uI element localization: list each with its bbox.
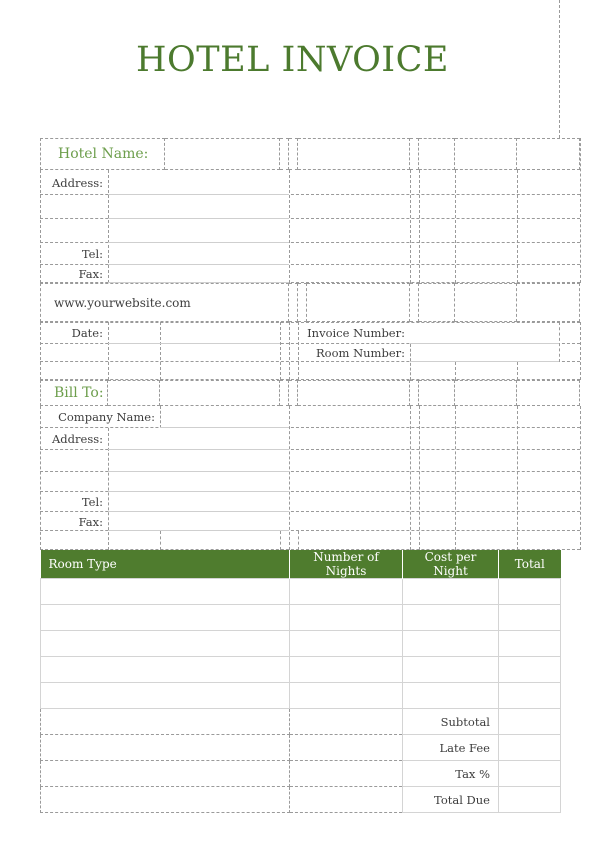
- billto-vline-c2: [280, 531, 281, 550]
- cell-room-type[interactable]: [41, 579, 290, 605]
- bill-to-g: [419, 380, 455, 406]
- bill-to-b: [160, 380, 280, 406]
- bill-to-c: [280, 380, 289, 406]
- cell-total[interactable]: [499, 631, 561, 657]
- meta-vline-c: [280, 322, 281, 380]
- billto-rule-7: [40, 531, 580, 550]
- tax-label: Tax %: [403, 761, 499, 787]
- cell-nights[interactable]: [290, 631, 403, 657]
- totals-row-subtotal[interactable]: [41, 709, 561, 735]
- bill-to-f: [410, 380, 419, 406]
- tax-value[interactable]: [499, 761, 561, 787]
- totals-row-late-fee[interactable]: [41, 735, 561, 761]
- hotel-vline-r2: [419, 170, 420, 283]
- website-spacer-b: [298, 283, 307, 322]
- hotel-vline-r1: [410, 170, 411, 283]
- website-right-b: [410, 283, 419, 322]
- cell-cost-per-night[interactable]: [403, 579, 499, 605]
- cell-cost-per-night[interactable]: [403, 631, 499, 657]
- bill-to-e: [298, 380, 410, 406]
- cell-cost-per-night[interactable]: [403, 605, 499, 631]
- totals-filler-mid-total-due: [290, 787, 403, 813]
- subtotal-label: Subtotal: [403, 709, 499, 735]
- bill-to-i: [517, 380, 580, 406]
- date-label: Date:: [71, 326, 103, 340]
- meta-vline-d: [289, 322, 290, 380]
- cell-total[interactable]: [499, 579, 561, 605]
- billto-tel-label: Tel:: [81, 495, 103, 509]
- room-number-label: Room Number:: [316, 346, 405, 360]
- billto-fax-label: Fax:: [78, 514, 103, 529]
- subtotal-value[interactable]: [499, 709, 561, 735]
- hotel-vline-right: [580, 138, 581, 283]
- hotel-right-a: [298, 138, 410, 170]
- cell-total[interactable]: [499, 683, 561, 709]
- hotel-address-field-2[interactable]: [108, 195, 289, 219]
- column-header-number-of-nights: Number of Nights: [290, 550, 403, 579]
- cell-nights[interactable]: [290, 605, 403, 631]
- meta-vline-i: [559, 322, 560, 362]
- billto-vline-e: [419, 406, 420, 550]
- totals-filler-mid-tax: [290, 761, 403, 787]
- totals-filler-mid-late-fee: [290, 735, 403, 761]
- website-right-e: [517, 283, 580, 322]
- table-row[interactable]: [41, 579, 561, 605]
- totals-filler-left-late-fee: [41, 735, 290, 761]
- hotel-vline-r3: [455, 170, 456, 283]
- totals-row-total-due[interactable]: [41, 787, 561, 813]
- hotel-right-b: [410, 138, 419, 170]
- items-header-row: [41, 550, 561, 579]
- total-due-label: Total Due: [403, 787, 499, 813]
- cell-room-type[interactable]: [41, 605, 290, 631]
- hotel-right-c: [419, 138, 455, 170]
- title-block: [40, 0, 560, 138]
- table-row[interactable]: [41, 605, 561, 631]
- website-text: www.yourwebsite.com: [54, 295, 191, 310]
- billto-vline-f: [455, 406, 456, 550]
- hotel-address-field-1[interactable]: [108, 170, 289, 195]
- totals-filler-left-total-due: [41, 787, 290, 813]
- totals-row-tax[interactable]: [41, 761, 561, 787]
- cell-cost-per-night[interactable]: [403, 657, 499, 683]
- cell-nights[interactable]: [290, 657, 403, 683]
- column-header-total: Total: [499, 550, 561, 579]
- column-header-room-type: Room Type: [41, 550, 290, 579]
- totals-filler-left-subtotal: [41, 709, 290, 735]
- billto-address-label: Address:: [51, 432, 103, 446]
- hotel-spacer-a: [280, 138, 289, 170]
- billto-address-field-2[interactable]: [108, 450, 289, 472]
- cell-room-type[interactable]: [41, 631, 290, 657]
- billto-vline-c3: [298, 531, 299, 550]
- hotel-vline-r4: [517, 170, 518, 283]
- cell-room-type[interactable]: [41, 657, 290, 683]
- billto-address-field-1[interactable]: [108, 428, 289, 450]
- totals-filler-left-tax: [41, 761, 290, 787]
- cell-total[interactable]: [499, 657, 561, 683]
- hotel-right-e: [517, 138, 580, 170]
- bill-to-d: [289, 380, 298, 406]
- total-due-value[interactable]: [499, 787, 561, 813]
- bill-to-label: Bill To:: [54, 385, 104, 401]
- hotel-fax-label: Fax:: [78, 267, 103, 281]
- room-number-field[interactable]: [410, 344, 559, 362]
- invoice-number-field[interactable]: [410, 322, 559, 344]
- billto-vline-d: [410, 406, 411, 550]
- website-spacer-a: [289, 283, 298, 322]
- billto-address-field-3[interactable]: [108, 472, 289, 492]
- hotel-address-label: Address:: [51, 175, 103, 190]
- billto-fax-field[interactable]: [108, 512, 289, 531]
- table-row[interactable]: [41, 657, 561, 683]
- billto-tel-field[interactable]: [108, 492, 289, 512]
- late-fee-value[interactable]: [499, 735, 561, 761]
- page-title: HOTEL INVOICE: [136, 40, 449, 80]
- company-name-field[interactable]: [160, 406, 289, 428]
- cell-nights[interactable]: [290, 579, 403, 605]
- table-row[interactable]: [41, 683, 561, 709]
- totals-filler-mid-subtotal: [290, 709, 403, 735]
- line-items-table: [40, 550, 561, 813]
- cell-room-type[interactable]: [41, 683, 290, 709]
- meta-rule-3: [40, 362, 580, 380]
- website-right-c: [419, 283, 455, 322]
- hotel-name-value-cell[interactable]: [165, 138, 280, 170]
- hotel-fax-field[interactable]: [108, 265, 289, 283]
- late-fee-label: Late Fee: [403, 735, 499, 761]
- hotel-tel-label: Tel:: [81, 247, 103, 261]
- bill-to-h: [455, 380, 517, 406]
- hotel-name-label: Hotel Name:: [58, 146, 149, 162]
- column-header-cost-per-night: Cost per Night: [403, 550, 499, 579]
- website-right-a: [307, 283, 410, 322]
- company-name-label: Company Name:: [58, 410, 155, 424]
- meta-vline-g: [455, 362, 456, 380]
- billto-vline-c: [289, 406, 290, 550]
- date-field[interactable]: [108, 322, 280, 344]
- invoice-number-label: Invoice Number:: [307, 326, 405, 340]
- cell-total[interactable]: [499, 605, 561, 631]
- cell-cost-per-night[interactable]: [403, 683, 499, 709]
- billto-vline-b2: [160, 531, 161, 550]
- meta-vline-h: [517, 362, 518, 380]
- hotel-spacer-b: [289, 138, 298, 170]
- cell-nights[interactable]: [290, 683, 403, 709]
- hotel-tel-field[interactable]: [108, 243, 289, 265]
- billto-vline-right: [580, 406, 581, 550]
- meta-vline-right: [580, 322, 581, 380]
- hotel-address-field-3[interactable]: [108, 219, 289, 243]
- website-right-d: [455, 283, 517, 322]
- hotel-vline-mid: [289, 170, 290, 283]
- table-row[interactable]: [41, 631, 561, 657]
- hotel-right-d: [455, 138, 517, 170]
- billto-vline-g: [517, 406, 518, 550]
